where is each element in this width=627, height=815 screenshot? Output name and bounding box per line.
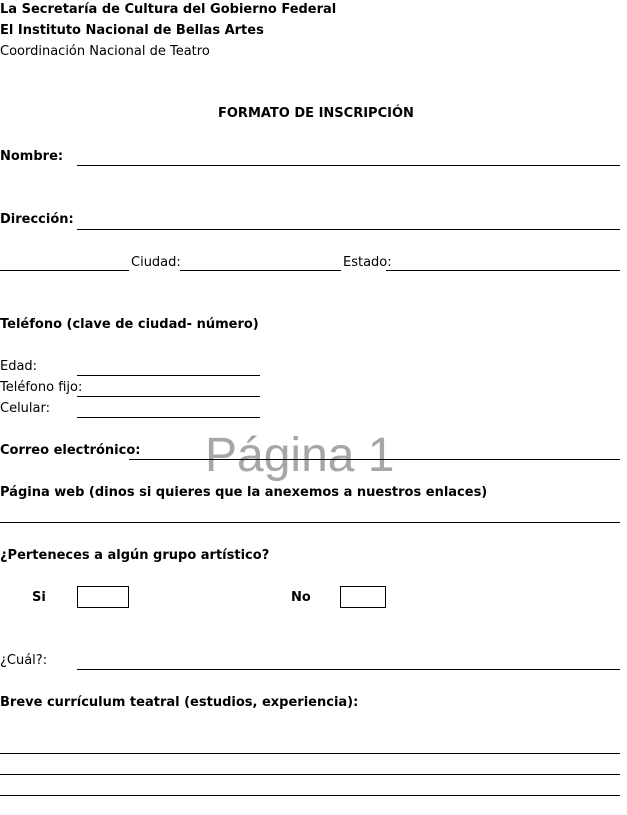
grupo-question: ¿Perteneces a algún grupo artístico? [0, 548, 270, 563]
edad-label: Edad: [0, 359, 38, 374]
nombre-label: Nombre: [0, 149, 64, 164]
curriculum-line-1[interactable] [0, 753, 620, 754]
page-watermark: Página 1 [205, 429, 395, 482]
correo-field-line[interactable] [129, 459, 620, 460]
header-coordinacion: Coordinación Nacional de Teatro [0, 44, 210, 59]
pagina-web-field-line[interactable] [0, 522, 620, 523]
curriculum-line-2[interactable] [0, 774, 620, 775]
curriculum-line-3[interactable] [0, 795, 620, 796]
ciudad-label: Ciudad: [131, 255, 181, 270]
cual-field-line[interactable] [77, 669, 620, 670]
correo-label: Correo electrónico: [0, 443, 141, 458]
header-instituto: El Instituto Nacional de Bellas Artes [0, 23, 264, 38]
no-label: No [291, 590, 311, 605]
direccion-extra-line[interactable] [0, 270, 129, 271]
header-secretaria: La Secretaría de Cultura del Gobierno Federal [0, 2, 337, 17]
curriculum-label: Breve currículum teatral (estudios, experiencia): [0, 695, 359, 710]
telefono-heading: Teléfono (clave de ciudad- número) [0, 317, 259, 332]
ciudad-field-line[interactable] [180, 270, 341, 271]
cual-label: ¿Cuál?: [0, 653, 48, 668]
edad-field-line[interactable] [77, 375, 260, 376]
telefono-fijo-field-line[interactable] [77, 396, 260, 397]
si-checkbox[interactable] [77, 586, 129, 608]
direccion-label: Dirección: [0, 212, 74, 227]
telefono-fijo-label: Teléfono fijo: [0, 380, 83, 395]
pagina-web-label: Página web (dinos si quieres que la anexemos a nuestros enlaces) [0, 485, 488, 500]
form-title: FORMATO DE INSCRIPCIÓN [218, 106, 414, 121]
estado-field-line[interactable] [386, 270, 620, 271]
celular-field-line[interactable] [77, 417, 260, 418]
si-label: Si [32, 590, 46, 605]
estado-label: Estado: [343, 255, 392, 270]
direccion-field-line[interactable] [77, 229, 620, 230]
celular-label: Celular: [0, 401, 51, 416]
nombre-field-line[interactable] [77, 165, 620, 166]
no-checkbox[interactable] [340, 586, 386, 608]
